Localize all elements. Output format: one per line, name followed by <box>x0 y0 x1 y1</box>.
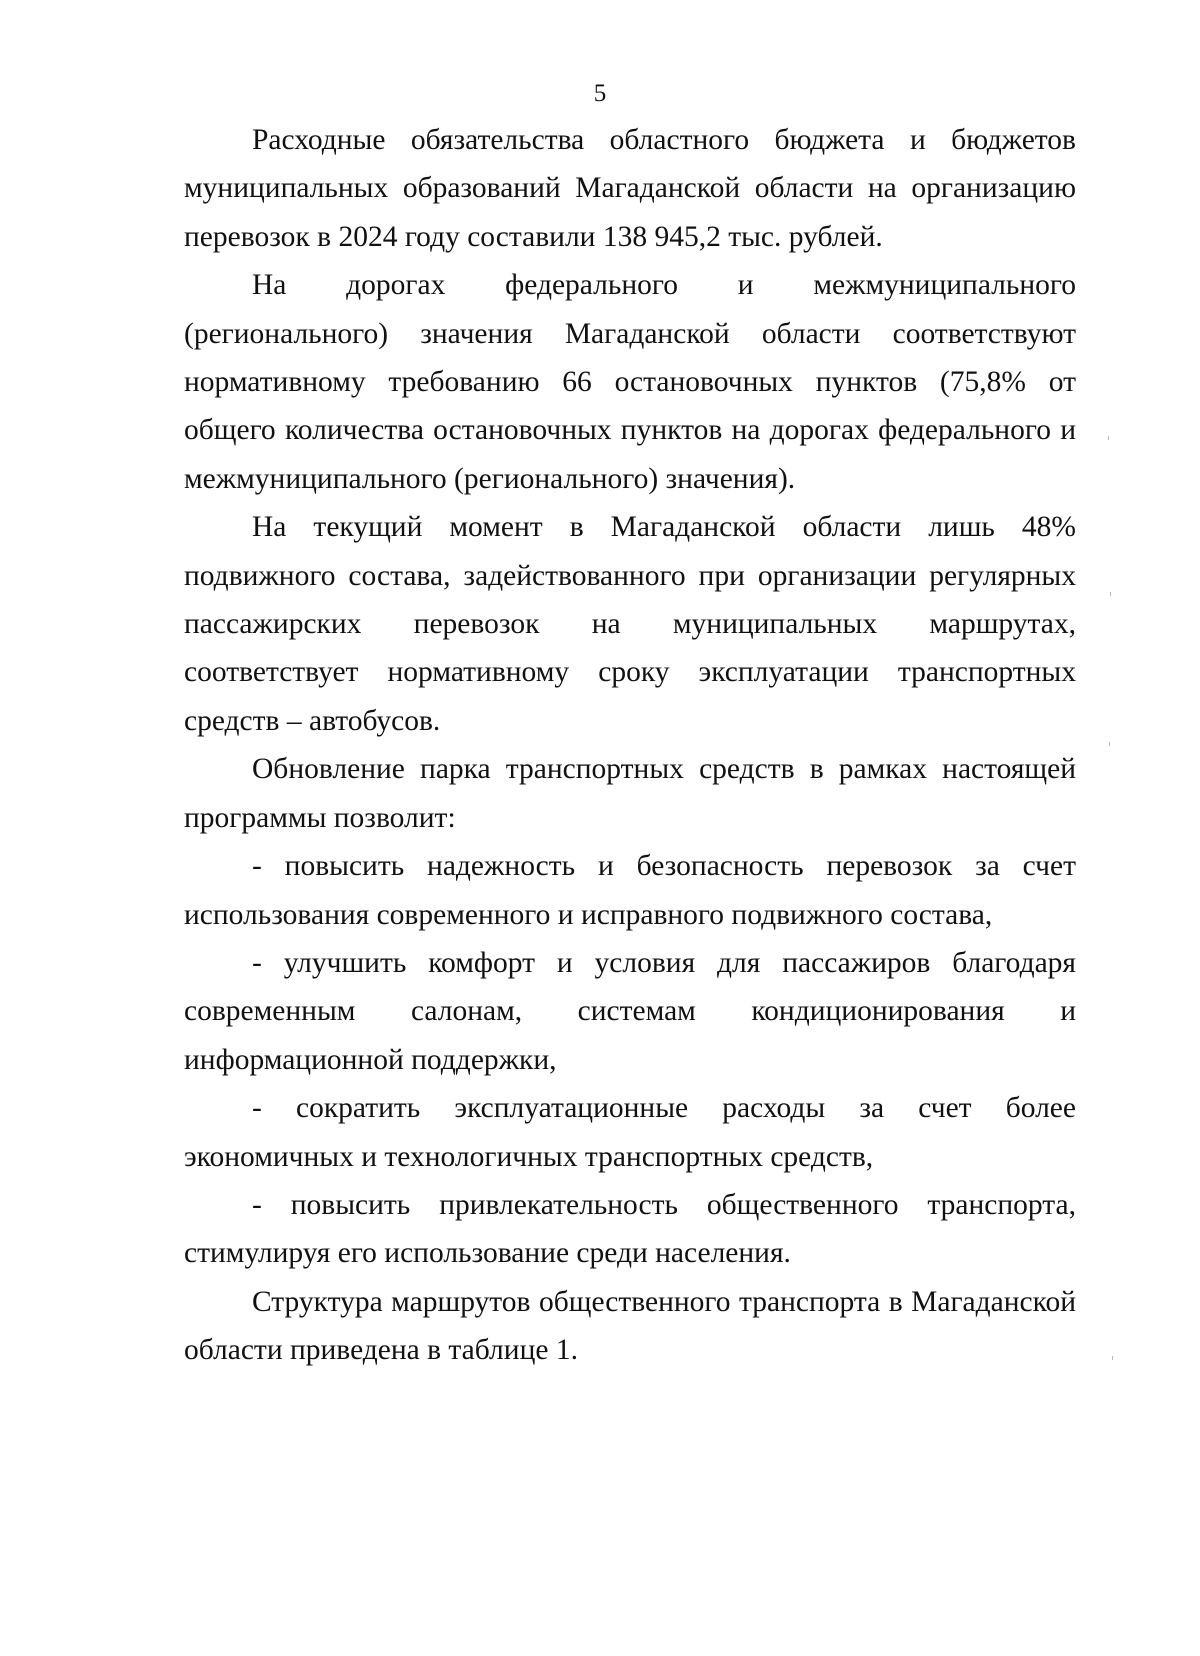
scan-speck <box>1112 1356 1113 1360</box>
document-body <box>184 116 1076 1375</box>
paragraph-bus-stops: На дорогах федерального и межмуниципального (регионального) значения Магаданской области соответствуют нормативному требованию 66 остановочных пунктов (75,8% от общего количества остановочных пунктов на дорогах федерального и межмуниципального (регионального) значения). <box>184 269 1076 495</box>
paragraph-fleet-renewal: Обновление парка транспортных средств в рамках настоящей программы позволит: <box>184 753 1076 834</box>
list-item-costs: - сократить эксплуатационные расходы за счет более экономичных и технологичных транспортных средств, <box>184 1092 1076 1173</box>
scan-speck <box>1108 436 1109 440</box>
scan-speck <box>1110 592 1111 596</box>
paragraph-budget-obligations: Расходные обязательства областного бюджета и бюджетов муниципальных образований Магаданской области на организацию перевозок в 2024 году составили 138 945,2 тыс. рублей. <box>184 124 1076 253</box>
paragraph-route-structure: Структура маршрутов общественного транспорта в Магаданской области приведена в таблице 1. <box>184 1285 1076 1367</box>
paragraph-rolling-stock: На текущий момент в Магаданской области лишь 48% подвижного состава, задействованного при организации регулярных пассажирских перевозок на муниципальных маршрутах, соответствует нормативному сроку эксплуатации транспортных средств – автобусов. <box>184 511 1076 737</box>
scan-speck <box>1109 742 1110 746</box>
list-item-reliability: - повысить надежность и безопасность перевозок за счет использования современного и исправного подвижного состава, <box>184 850 1076 931</box>
list-item-comfort: - улучшить комфорт и условия для пассажиров благодаря современным салонам, системам кондиционирования и информационной поддержки, <box>184 946 1076 1076</box>
page-number: 5 <box>593 80 607 107</box>
list-item-attractiveness: - повысить привлекательность общественного транспорта, стимулируя его использование среди населения. <box>184 1188 1076 1270</box>
